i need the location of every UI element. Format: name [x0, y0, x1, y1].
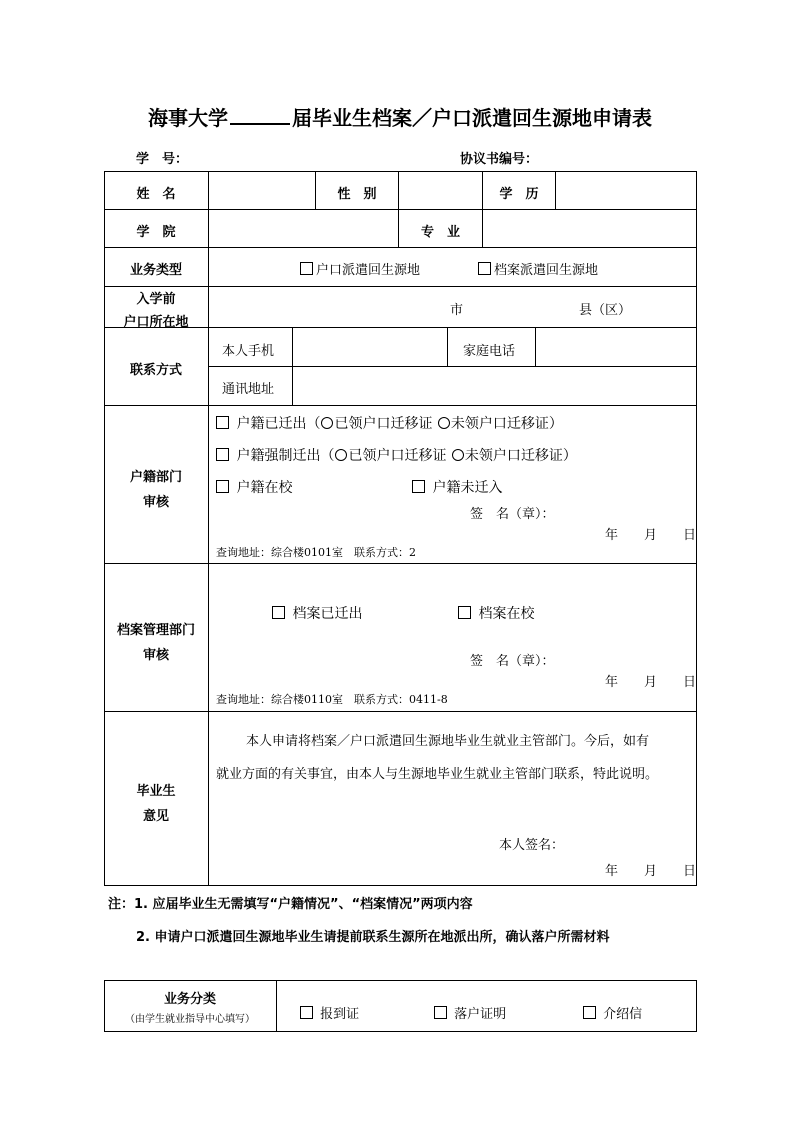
archive-sign-label: 签 名（章）：	[470, 654, 555, 669]
hukou-opt-forced-c: 未领户口迁移证）	[464, 448, 577, 464]
category-sublabel: （由学生就业指导中心填写）	[125, 1014, 255, 1025]
title-prefix: 海事大学	[148, 106, 228, 130]
checkbox-icon[interactable]	[412, 480, 425, 493]
graduate-line1: 毕业生	[136, 784, 176, 799]
hukou-opt-moved-out-c: 未领户口迁移证）	[450, 416, 563, 432]
contact-label: 联系方式	[129, 363, 182, 378]
address-field[interactable]	[293, 367, 696, 405]
form-title	[0, 102, 800, 131]
major-label: 专 业	[420, 225, 460, 240]
checkbox-icon[interactable]	[458, 606, 471, 619]
archive-opt-in-school-label: 档案在校	[478, 606, 535, 622]
gender-label: 性 别	[337, 187, 377, 202]
title-suffix: 届毕业生档案／户口派遣回生源地申请表	[292, 106, 652, 130]
archive-dept-line2: 审核	[142, 648, 169, 663]
category-opt-report-label: 报到证	[320, 1007, 360, 1022]
graduate-label	[104, 780, 208, 824]
education-field[interactable]	[556, 172, 696, 209]
gender-field[interactable]	[399, 172, 482, 209]
hukou-opt-moved-out[interactable]	[216, 413, 563, 433]
name-field[interactable]	[209, 172, 315, 209]
archive-opt-moved-out-label: 档案已迁出	[292, 606, 363, 622]
college-label: 学 院	[136, 225, 176, 240]
category-opt-settle[interactable]	[434, 1003, 506, 1022]
option-archive[interactable]	[478, 259, 598, 278]
business-type-label: 业务类型	[129, 263, 182, 278]
archive-opt-moved-out[interactable]	[272, 603, 362, 623]
checkbox-icon[interactable]	[478, 262, 491, 275]
checkbox-icon[interactable]	[583, 1006, 596, 1019]
year-blank[interactable]	[230, 109, 290, 125]
checkbox-icon[interactable]	[216, 448, 229, 461]
hukou-opt-forced[interactable]	[216, 445, 577, 465]
graduate-line2: 意见	[142, 809, 169, 824]
checkbox-icon[interactable]	[216, 416, 229, 429]
option-archive-label: 档案派遣回生源地	[494, 263, 599, 278]
category-opt-intro-label: 介绍信	[603, 1007, 643, 1022]
note-1: 注：1. 应届毕业生无需填写“户籍情况”、“档案情况”两项内容	[108, 897, 473, 912]
category-opt-report[interactable]	[300, 1003, 359, 1022]
radio-icon[interactable]	[335, 449, 347, 461]
category-opt-settle-label: 落户证明	[454, 1007, 507, 1022]
agreement-no-label: 协议书编号：	[460, 152, 539, 167]
major-field[interactable]	[483, 210, 696, 247]
hukou-opt-forced-b: 已领户口迁移证	[348, 448, 451, 464]
archive-query-info: 查询地址：综合楼0110室 联系方式：0411-8	[216, 693, 448, 706]
archive-dept-line1: 档案管理部门	[116, 623, 195, 638]
hukou-opt-not-in[interactable]	[412, 477, 502, 497]
hukou-opt-in-school-label: 户籍在校	[236, 480, 293, 496]
mobile-field[interactable]	[293, 328, 447, 366]
hukou-opt-forced-a: 户籍强制迁出（	[236, 448, 335, 464]
education-label: 学 历	[499, 187, 539, 202]
name-label: 姓 名	[136, 187, 176, 202]
graduate-date-label: 年 月 日	[605, 864, 697, 879]
graduate-sign-label: 本人签名：	[499, 838, 565, 853]
mobile-label: 本人手机	[222, 344, 275, 359]
hukou-dept-line2: 审核	[142, 495, 169, 510]
student-no-label: 学 号：	[136, 152, 189, 167]
hukou-sign-label: 签 名（章）：	[470, 507, 555, 522]
archive-date-label: 年 月 日	[605, 675, 697, 690]
hukou-location-line1: 入学前	[136, 292, 176, 307]
option-hukou-label: 户口派遣回生源地	[316, 263, 421, 278]
category-opt-intro[interactable]	[583, 1003, 642, 1022]
radio-icon[interactable]	[452, 449, 464, 461]
checkbox-icon[interactable]	[216, 480, 229, 493]
home-phone-label: 家庭电话	[463, 344, 516, 359]
checkbox-icon[interactable]	[434, 1006, 447, 1019]
hukou-opt-moved-out-b: 已领户口迁移证	[334, 416, 437, 432]
hukou-opt-moved-out-a: 户籍已迁出（	[236, 416, 321, 432]
radio-icon[interactable]	[438, 417, 450, 429]
county-label: 县（区）	[579, 303, 632, 318]
archive-opt-in-school[interactable]	[458, 603, 534, 623]
note-2: 2. 申请户口派遣回生源地毕业生请提前联系生源所在地派出所，确认落户所需材料	[136, 930, 610, 945]
archive-dept-label	[104, 619, 208, 663]
city-label: 市	[450, 303, 464, 318]
college-field[interactable]	[209, 210, 398, 247]
checkbox-icon[interactable]	[300, 262, 313, 275]
radio-icon[interactable]	[321, 417, 333, 429]
checkbox-icon[interactable]	[272, 606, 285, 619]
category-title: 业务分类	[163, 992, 216, 1007]
hukou-dept-line1: 户籍部门	[129, 470, 182, 485]
statement-line2: 就业方面的有关事宜，由本人与生源地毕业生就业主管部门联系，特此说明。	[216, 767, 659, 782]
hukou-dept-label	[104, 466, 208, 510]
hukou-location-label	[104, 288, 208, 330]
address-label: 通讯地址	[222, 382, 275, 397]
hukou-opt-in-school[interactable]	[216, 477, 292, 497]
home-phone-field[interactable]	[536, 328, 696, 366]
statement-line1: 本人申请将档案／户口派遣回生源地毕业生就业主管部门。今后，如有	[246, 734, 650, 749]
hukou-query-info: 查询地址：综合楼0101室 联系方式：2	[216, 546, 416, 559]
checkbox-icon[interactable]	[300, 1006, 313, 1019]
hukou-date-label: 年 月 日	[605, 528, 697, 543]
option-hukou[interactable]	[300, 259, 420, 278]
hukou-location-line2: 户口所在地	[123, 315, 189, 330]
category-label	[104, 988, 276, 1025]
hukou-opt-not-in-label: 户籍未迁入	[432, 480, 503, 496]
